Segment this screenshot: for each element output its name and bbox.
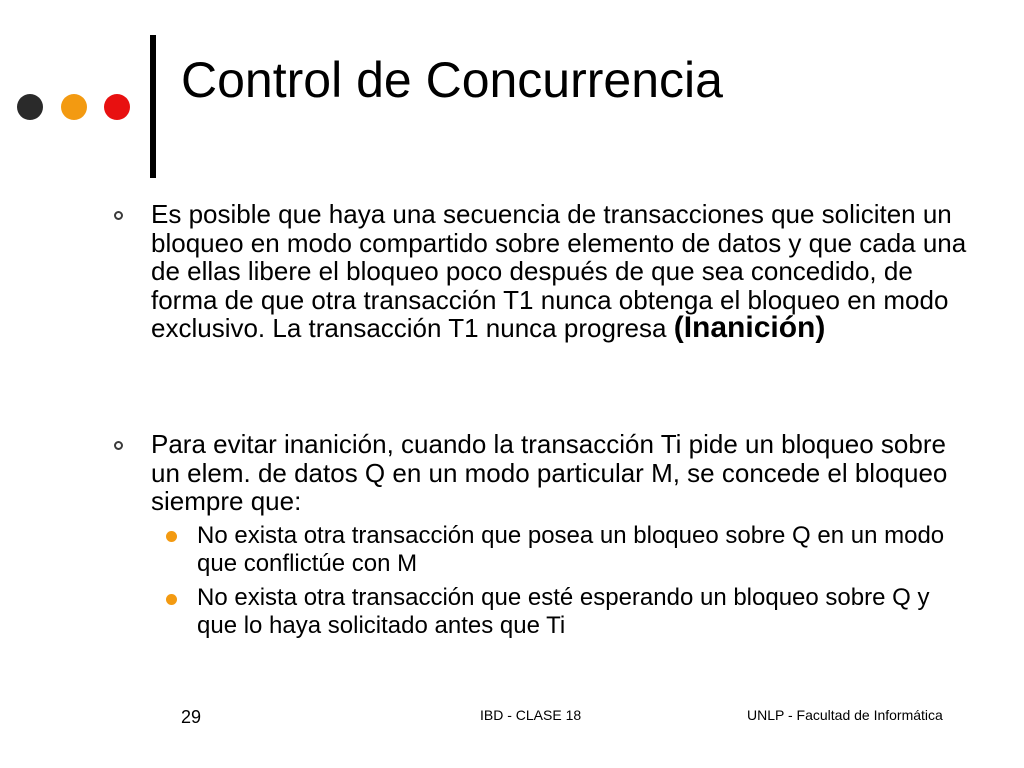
bullet-1-emphasis: (Inanición) — [673, 311, 826, 344]
decorative-dot-black — [17, 94, 43, 120]
bullet-2 — [151, 430, 971, 516]
footer-course: IBD - CLASE 18 — [480, 707, 582, 723]
decorative-dot-red — [104, 94, 130, 120]
bullet-ring-icon — [114, 441, 123, 450]
decorative-dot-orange — [61, 94, 87, 120]
page-number: 29 — [181, 707, 202, 727]
sub-bullet-dot-icon — [166, 594, 177, 605]
footer-institution: UNLP - Facultad de Informática — [747, 707, 943, 723]
title-divider-line — [150, 35, 156, 178]
bullet-1-text: Es posible que haya una secuencia de transacciones que soliciten un bloqueo en modo compartido sobre elemento de datos y que cada una de ellas libere el bloqueo poco después de que sea concedido, de forma de que otra transacción T1 nunca obtenga el bloqueo en modo exclusivo. La transacción T1 nunca progresa — [151, 199, 967, 343]
bullet-2-text: Para evitar inanición, cuando la transacción Ti pide un bloqueo sobre un elem. de datos Q en un modo particular M, se concede el bloqueo siempre que: — [151, 429, 948, 516]
bullet-1 — [151, 200, 971, 343]
sub-bullet-dot-icon — [166, 531, 177, 542]
slide-title: Control de Concurrencia — [181, 52, 723, 108]
sub-bullet-1: No exista otra transacción que posea un bloqueo sobre Q en un modo que conflictúe con M — [197, 522, 945, 577]
bullet-ring-icon — [114, 211, 123, 220]
sub-bullet-2: No exista otra transacción que esté esperando un bloqueo sobre Q y que lo haya solicitado antes que Ti — [197, 584, 930, 639]
